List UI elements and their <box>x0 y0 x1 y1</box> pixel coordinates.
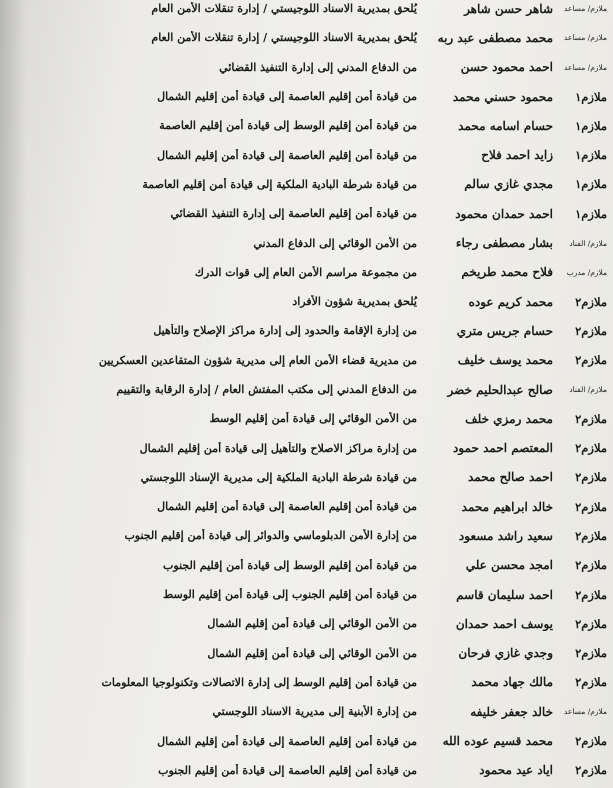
table-row <box>6 258 607 287</box>
table-row <box>6 756 607 785</box>
officer-rank: ملازم٢ <box>575 353 607 368</box>
officer-name: حسام جريس متري <box>456 323 553 338</box>
officer-name: خالد ابراهيم محمد <box>461 499 553 514</box>
officer-name: صالح عبدالحليم خضر <box>447 382 553 397</box>
officer-name: محمد مصطفى عبد ربه <box>437 30 553 45</box>
transfer-destination: يُلحق بمديرية شؤون الأفراد <box>292 295 417 309</box>
table-row <box>6 0 607 23</box>
officer-rank: ملازم١ <box>575 148 607 163</box>
transfer-destination: من قيادة أمن إقليم العاصمة إلى قيادة أمن إقليم الشمال <box>157 148 417 162</box>
officer-rank: ملازم٢ <box>575 587 607 602</box>
officer-name: محمود حسني محمد <box>452 89 553 104</box>
officer-rank: ملازم١ <box>575 206 607 221</box>
transfer-destination: من قيادة أمن إقليم الوسط إلى إدارة الاتصالات وتكنولوجيا المعلومات <box>101 675 417 689</box>
officer-rank: ملازم٢ <box>575 734 607 749</box>
officer-name: فلاح محمد طريخم <box>461 265 553 280</box>
officer-rank: ملازم٢ <box>575 470 607 485</box>
officer-rank: ملازم٢ <box>575 499 607 514</box>
table-row <box>6 433 607 462</box>
officer-rank: ملازم٢ <box>575 323 607 338</box>
officer-name: احمد سليمان قاسم <box>456 587 553 602</box>
officer-name: احمد محمود حسن <box>460 60 553 75</box>
transfer-destination: من قيادة أمن إقليم العاصمة إلى قيادة أمن إقليم الشمال <box>157 734 417 748</box>
transfer-destination: من مديرية قضاء الأمن العام إلى مديرية شؤون المتقاعدين العسكريين <box>98 353 417 367</box>
officer-rank: ملازم٢ <box>575 763 607 778</box>
table-row <box>6 551 607 580</box>
officer-name: سعيد راشد مسعود <box>458 528 553 543</box>
officer-rank: ملازم٢ <box>575 646 607 661</box>
officer-name: احمد حمدان محمود <box>455 206 553 221</box>
officer-name: محمد كريم عوده <box>468 294 553 309</box>
officer-rank: ملازم/ الفناد <box>569 385 607 394</box>
transfer-destination: من إدارة مراكز الاصلاح والتأهيل إلى قيادة أمن إقليم الشمال <box>139 441 417 455</box>
officer-name: حسام اسامه محمد <box>458 118 553 133</box>
officer-rank: ملازم٢ <box>575 616 607 631</box>
transfer-destination: من قيادة أمن إقليم العاصمة إلى قيادة أمن إقليم الشمال <box>157 500 417 514</box>
officer-name: خالد جعفر خليفه <box>470 704 553 719</box>
officer-rank: ملازم٢ <box>575 675 607 690</box>
officer-rank: ملازم/ مساعد <box>563 4 607 14</box>
table-row <box>6 346 607 375</box>
table-row <box>6 375 607 404</box>
table-row <box>6 23 607 52</box>
table-row <box>6 521 607 550</box>
table-row <box>6 580 607 609</box>
transfer-list <box>6 0 607 785</box>
transfer-destination: من إدارة الإقامة والحدود إلى إدارة مراكز الإصلاح والتأهيل <box>153 324 417 338</box>
table-row <box>6 287 607 316</box>
transfer-destination: من قيادة شرطة البادية الملكية إلى مديرية الإسناد اللوجستي <box>140 470 417 484</box>
table-row <box>6 140 607 169</box>
table-row <box>6 697 607 726</box>
officer-rank: ملازم/ مدرب <box>566 267 607 277</box>
officer-name: بشار مصطفى رجاء <box>455 236 553 251</box>
officer-name: احمد صالح محمد <box>467 470 553 485</box>
officer-rank: ملازم٢ <box>575 528 607 543</box>
officer-rank: ملازم/ مساعد <box>563 707 607 717</box>
table-row <box>6 726 607 755</box>
transfer-destination: من قيادة أمن إقليم العاصمة إلى إدارة التنفيذ القضائي <box>170 207 417 221</box>
table-row <box>6 404 607 433</box>
table-row <box>6 228 607 257</box>
officer-name: مالك جهاد محمد <box>471 675 553 690</box>
transfer-destination: من الأمن الوقائي إلى قيادة أمن إقليم الشمال <box>207 617 417 631</box>
transfer-destination: من قيادة شرطة البادية الملكية إلى قيادة أمن إقليم العاصمة <box>142 177 417 191</box>
table-row <box>6 609 607 638</box>
transfer-destination: من إدارة الأبنية إلى مديرية الاسناد اللوجستي <box>212 705 417 719</box>
table-row <box>6 463 607 492</box>
officer-name: وجدي غازي فرحان <box>458 646 553 661</box>
officer-name: المعتصم احمد حمود <box>453 441 553 456</box>
table-row <box>6 316 607 345</box>
transfer-destination: من مجموعة مراسم الأمن العام إلى قوات الدرك <box>194 265 417 279</box>
officer-name: مجدي غازي سالم <box>464 177 553 192</box>
transfer-destination: من إدارة الأمن الدبلوماسي والدوائر إلى قيادة أمن إقليم الجنوب <box>124 529 417 543</box>
transfer-destination: من الأمن الوقائي إلى الدفاع المدني <box>253 236 417 250</box>
officer-rank: ملازم/ مساعد <box>563 62 607 72</box>
officer-name: محمد قسيم عوده الله <box>442 734 553 749</box>
officer-rank: ملازم/ الفناد <box>569 238 607 248</box>
officer-name: زايد احمد فلاح <box>481 148 553 163</box>
transfer-destination: من قيادة أمن إقليم الوسط إلى قيادة أمن إقليم الجنوب <box>163 558 417 572</box>
transfer-destination: من الدفاع المدني إلى مكتب المفتش العام / إدارة الرقابة والتقييم <box>116 383 417 396</box>
table-row <box>6 170 607 199</box>
officer-rank: ملازم٢ <box>575 294 607 309</box>
officer-rank: ملازم١ <box>575 118 607 133</box>
officer-name: محمد يوسف خليف <box>457 353 553 368</box>
transfer-destination: من قيادة أمن إقليم العاصمة إلى قيادة أمن إقليم الجنوب <box>158 763 417 777</box>
officer-name: محمد رمزي خلف <box>465 411 553 426</box>
officer-rank: ملازم/ مساعد <box>563 33 607 43</box>
transfer-destination: من قيادة أمن إقليم الجنوب إلى قيادة أمن إقليم الوسط <box>163 588 417 602</box>
officer-name: امجد محسن علي <box>465 558 553 573</box>
transfer-destination: من الأمن الوقائي إلى قيادة أمن إقليم الشمال <box>207 646 417 660</box>
officer-name: شاهر حسن شاهر <box>464 1 553 16</box>
table-row <box>6 199 607 228</box>
officer-rank: ملازم٢ <box>575 411 607 426</box>
table-row <box>6 639 607 668</box>
transfer-destination: يُلحق بمديرية الاسناد اللوجيستي / إدارة تنقلات الأمن العام <box>151 31 417 45</box>
transfer-destination: من قيادة أمن إقليم العاصمة إلى قيادة أمن إقليم الشمال <box>157 90 417 104</box>
transfer-destination: من الأمن الوقائي إلى قيادة أمن إقليم الوسط <box>209 412 417 426</box>
table-row <box>6 53 607 82</box>
officer-rank: ملازم١ <box>575 89 607 104</box>
table-row <box>6 82 607 111</box>
officer-name: اياد عيد محمود <box>479 763 553 778</box>
table-row <box>6 668 607 697</box>
transfer-destination: من قيادة أمن إقليم الوسط إلى قيادة أمن إقليم العاصمة <box>159 119 417 133</box>
table-row <box>6 492 607 521</box>
officer-name: يوسف احمد حمدان <box>455 616 553 631</box>
officer-rank: ملازم٢ <box>575 558 607 573</box>
transfer-destination: من الدفاع المدني إلى إدارة التنفيذ القضائي <box>219 60 417 74</box>
officer-rank: ملازم١ <box>575 177 607 192</box>
officer-rank: ملازم٢ <box>575 441 607 456</box>
transfer-destination: يُلحق بمديرية الاسناد اللوجيستي / إدارة تنقلات الأمن العام <box>151 2 417 16</box>
table-row <box>6 111 607 140</box>
